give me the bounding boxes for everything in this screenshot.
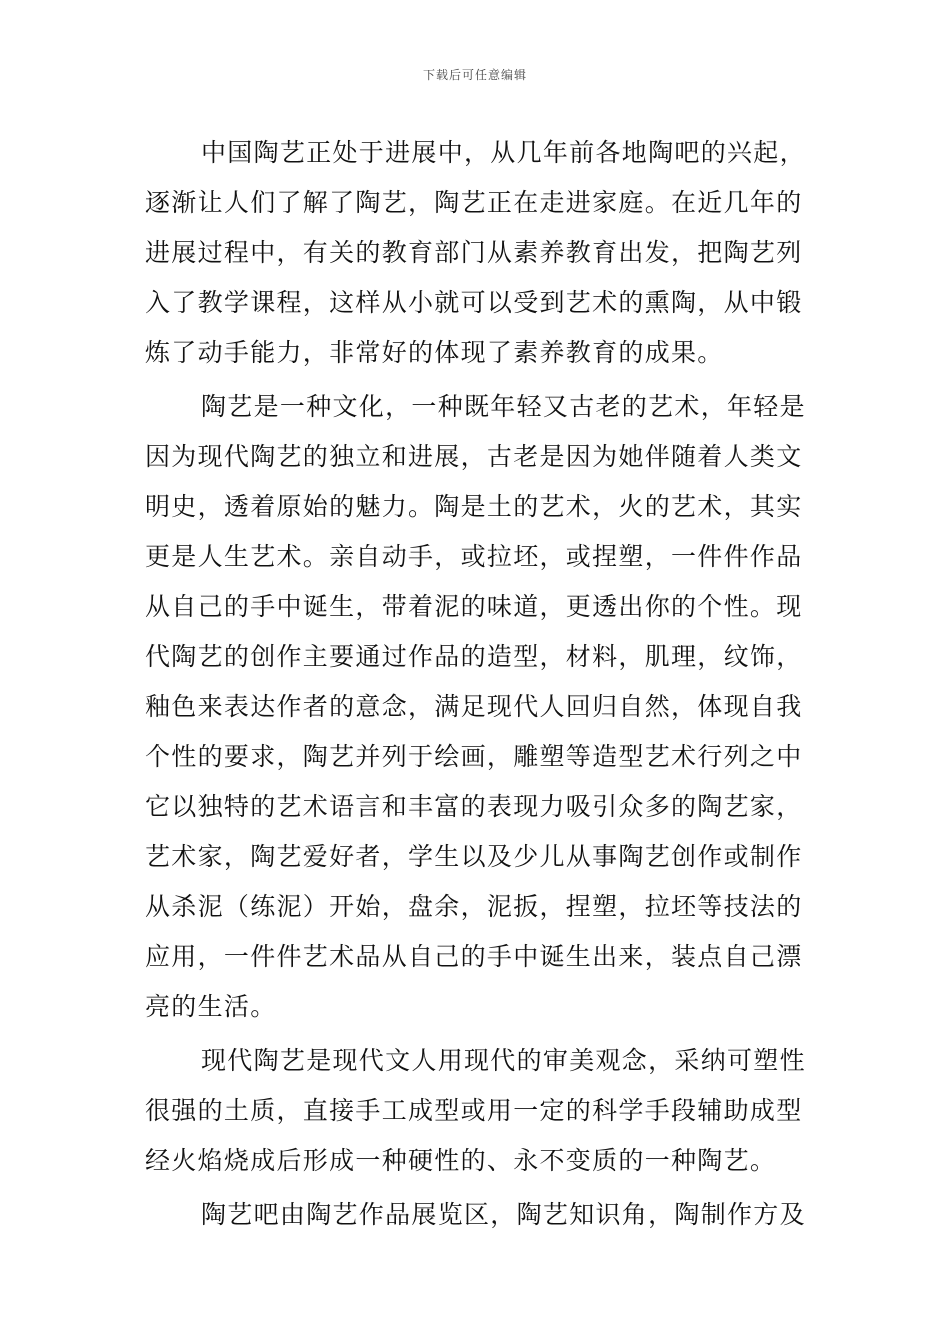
text-line: 从自己的手中诞生，带着泥的味道，更透出你的个性。现	[145, 592, 803, 621]
text-line: 很强的土质，直接手工成型或用一定的科学手段辅助成型	[145, 1096, 803, 1125]
paragraph-4	[145, 1190, 810, 1240]
text-line: 代陶艺的创作主要通过作品的造型，材料，肌理，纹饰，	[145, 642, 803, 671]
text-line: 亮的生活。	[145, 992, 277, 1021]
text-line: 应用，一件件艺术品从自己的手中诞生出来，装点自己漂	[145, 942, 803, 971]
text-line: 因为现代陶艺的独立和进展，古老是因为她伴随着人类文	[145, 442, 803, 471]
paragraph-3	[145, 1036, 810, 1186]
text-line: 更是人生艺术。亲自动手，或拉坯，或捏塑，一件件作品	[145, 542, 803, 571]
text-line: 釉色来表达作者的意念，满足现代人回归自然，体现自我	[145, 692, 803, 721]
text-line: 陶艺吧由陶艺作品展览区，陶艺知识角，陶制作方及	[201, 1200, 806, 1229]
text-line: 进展过程中，有关的教育部门从素养教育出发，把陶艺列	[145, 238, 803, 267]
text-line: 经火焰烧成后形成一种硬性的、永不变质的一种陶艺。	[145, 1146, 777, 1175]
text-line: 入了教学课程，这样从小就可以受到艺术的熏陶，从中锻	[145, 288, 803, 317]
text-line: 炼了动手能力，非常好的体现了素养教育的成果。	[145, 338, 724, 367]
text-line: 从杀泥（练泥）开始，盘余，泥扳，捏塑，拉坯等技法的	[145, 892, 803, 921]
document-body	[145, 128, 810, 1244]
paragraph-2	[145, 382, 810, 1032]
text-line: 现代陶艺是现代文人用现代的审美观念，采纳可塑性	[201, 1046, 806, 1075]
paragraph-1	[145, 128, 810, 378]
text-line: 它以独特的艺术语言和丰富的表现力吸引众多的陶艺家，	[145, 792, 803, 821]
header-note: 下载后可任意编辑	[422, 68, 527, 82]
text-line: 个性的要求，陶艺并列于绘画，雕塑等造型艺术行列之中	[145, 742, 803, 771]
text-line: 逐渐让人们了解了陶艺，陶艺正在走进家庭。在近几年的	[145, 188, 803, 217]
text-line: 陶艺是一种文化，一种既年轻又古老的艺术，年轻是	[201, 392, 806, 421]
text-line: 中国陶艺正处于进展中，从几年前各地陶吧的兴起，	[201, 138, 806, 167]
text-line: 艺术家，陶艺爱好者，学生以及少儿从事陶艺创作或制作	[145, 842, 803, 871]
text-line: 明史，透着原始的魅力。陶是土的艺术，火的艺术，其实	[145, 492, 803, 521]
